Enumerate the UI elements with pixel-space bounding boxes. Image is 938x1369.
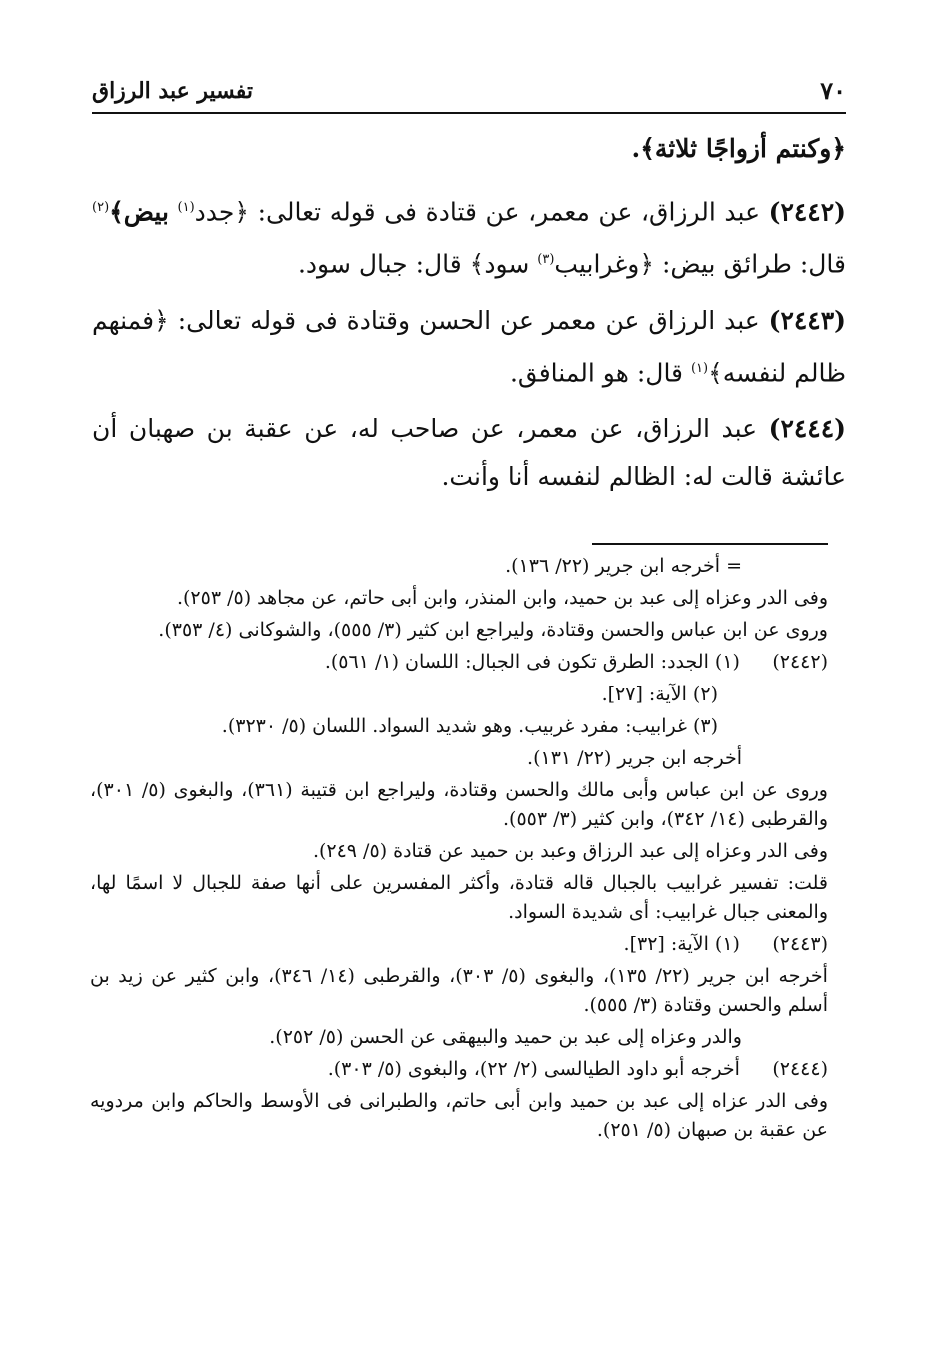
footnote-line: (٣) غرابيب: مفرد غربيب. وهو شديد السواد. اللسان (٥/ ٣٢٣٠). [221,715,718,737]
narration-number: (٢٤٤٣) [768,305,846,335]
narration-text: عبد الرزاق، عن معمر، عن قتادة فى قوله تعالى: ﴿جدد [194,197,760,227]
footnote-label: (٢٤٤٤) [772,1058,828,1080]
footnote-line: وفى الدر وعزاه إلى عبد الرزاق وعبد بن حميد عن قتادة (٥/ ٢٤٩). [312,840,828,862]
narration-text: عبد الرزاق، عن معمر، عن صاحب له، عن عقبة بن صهبان أن عائشة قالت له: الظالم لنفسه أنا وأنت. [92,413,846,491]
footnote-line: وروى عن ابن عباس والحسن وقتادة، وليراجع ابن كثير (٣/ ٥٥٥)، والشوكانى (٤/ ٣٥٣). [158,619,828,641]
footnote-ref: (٢) [92,200,110,215]
footnote-group-2444 [90,1055,828,1084]
footnote-line: أخرجه أبو داود الطيالسى (٢/ ٢٢)، والبغوى (٥/ ٣٠٣). [327,1058,740,1080]
footnote-line: وفى الدر وعزاه إلى عبد بن حميد، وابن المنذر، وابن أبى حاتم، عن مجاهد (٥/ ٢٥٣). [176,587,828,609]
narration-text: قال: هو المنافق. [509,357,684,387]
narration-number: (٢٤٤٤) [768,413,846,443]
narration-text: عبد الرزاق عن معمر عن الحسن وقتادة فى قوله تعالى: ﴿فمنهم ظالم لنفسه﴾ [92,305,846,387]
footnote-line: (١) الآية: [٣٢]. [623,933,740,955]
footnote-line: (٢) الآية: [٢٧]. [601,683,718,705]
narration-text: سود﴾ قال: جبال سود. [297,249,530,279]
footnote-line: وفى الدر عزاه إلى عبد بن حميد وابن أبى حاتم، والطبرانى فى الأوسط والحاكم وابن مردويه عن عقبة بن صبهان (٥/ ٢٥١). [90,1090,828,1141]
footnote-line: (١) الجدد: الطرق تكون فى الجبال: اللسان (١/ ٥٦١). [324,651,740,673]
narration-2442 [92,184,846,289]
footnote-line: والدر وعزاه إلى عبد بن حميد والبيهقى عن الحسن (٥/ ٢٥٢). [269,1026,742,1048]
footnote-group-2442 [90,648,828,677]
main-text [92,128,846,509]
narration-2443 [92,297,846,397]
running-header-title: تفسير عبد الرزاق [92,78,254,104]
footnote-ref: (١) [177,200,195,215]
narration-2444 [92,405,846,501]
footnote-line: = أخرجه ابن جرير (٢٢/ ١٣٦). [505,555,742,577]
header-rule [92,112,846,114]
footnotes [90,552,828,1148]
footnote-line: أخرجه ابن جرير (٢٢/ ١٣١). [527,747,742,769]
verse-quote: بيض﴾ [109,197,169,227]
footnote-separator [592,543,828,545]
footnote-ref: (٣) [537,252,555,268]
footnote-line: قلت: تفسير غرابيب بالجبال قاله قتادة، وأكثر المفسرين على أنها صفة للجبال لا اسمًا لها، والمعنى جبال غرابيب: أى شديدة السواد. [90,872,828,923]
narration-number: (٢٤٤٢) [768,197,847,227]
footnote-group-2443 [90,930,828,959]
footnote-line: أخرجه ابن جرير (٢٢/ ١٣٥)، والبغوى (٥/ ٣٠٣)، والقرطبى (١٤/ ٣٤٦)، وابن كثير عن زيد بن أسلم والحسن وقتادة (٣/ ٥٥٥). [90,965,828,1016]
verse-heading: ﴿وكنتم أزواجًا ثلاثة﴾. [631,134,846,163]
footnote-ref: (١) [690,360,709,376]
footnote-line: وروى عن ابن عباس وأبى مالك والحسن وقتادة، وليراجع ابن قتيبة (٣٦١)، والبغوى (٥/ ٣٠١)، والقرطبى (١٤/ ٣٤٢)، وابن كثير (٣/ ٥٥٣). [90,779,828,830]
footnote-label: (٢٤٤٣) [772,933,828,955]
footnote-label: (٢٤٤٢) [772,651,828,673]
page-number: ٧٠ [820,76,846,105]
narration-text: قال: طرائق بيض: ﴿وغرابيب [554,249,846,279]
